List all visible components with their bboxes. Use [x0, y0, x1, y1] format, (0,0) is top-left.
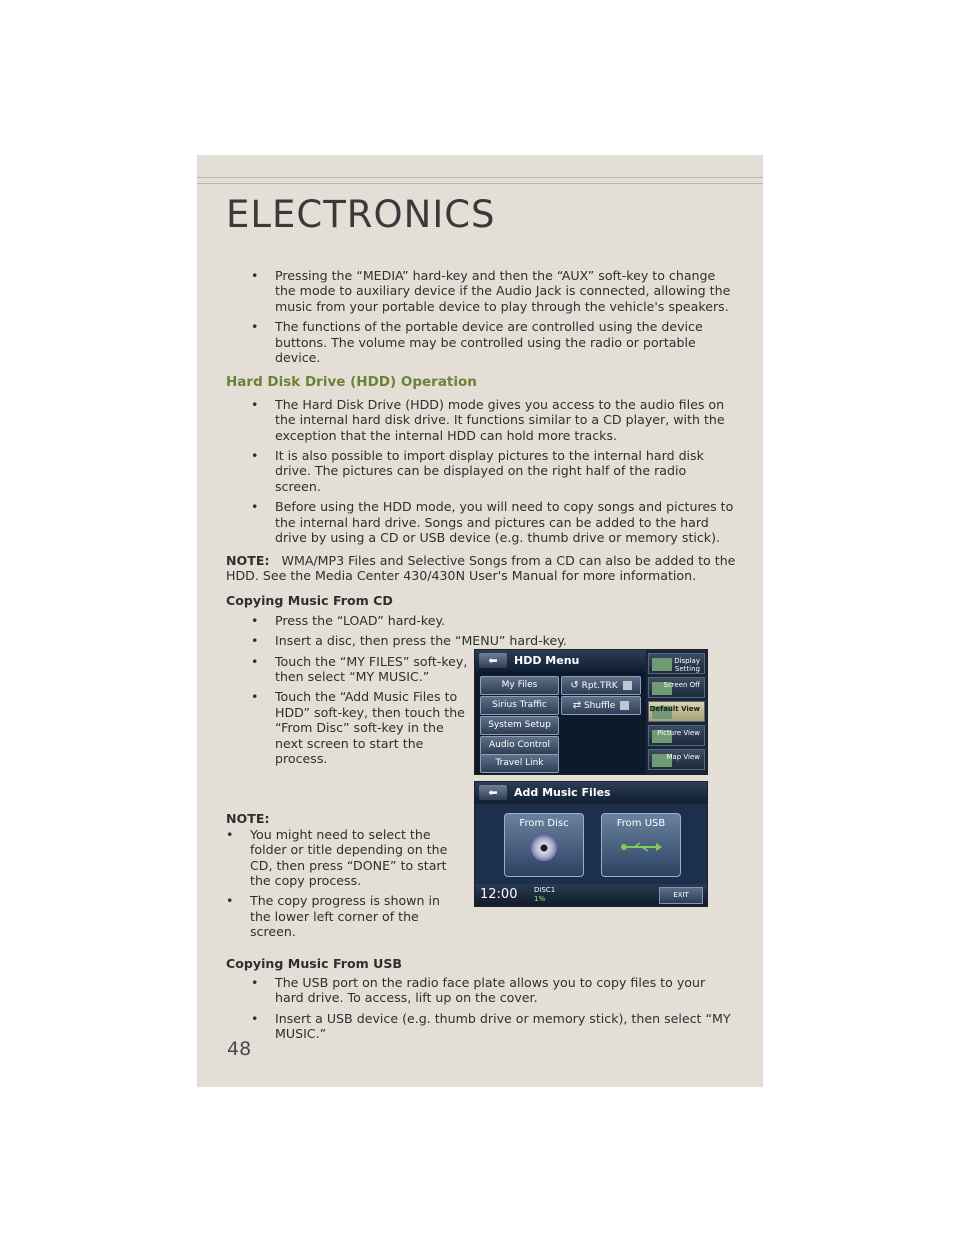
hdd-bullet: • It is also possible to import display pictures to the internal hard disk drive. The pictures can be displayed on the right half of the radio screen. — [251, 448, 736, 494]
travel-link-button[interactable] — [480, 754, 559, 773]
hdd-bullet: • Before using the HDD mode, you will need to copy songs and pictures to the internal hard drive. Songs and pictures can be added to the hard drive by using a CD or USB device (e.g. thumb drive or memory stick). — [251, 499, 736, 545]
rpt-trk-button[interactable] — [561, 676, 641, 695]
system-setup-button[interactable] — [480, 716, 559, 735]
display-setting-label: Display Setting — [674, 657, 700, 673]
section-title: ELECTRONICS — [226, 193, 496, 236]
map-view-button[interactable] — [648, 749, 705, 770]
system-setup-label: System Setup — [488, 720, 551, 730]
default-view-label: Default View — [649, 705, 700, 713]
copy-cd-heading: Copying Music From CD — [226, 593, 393, 609]
amf-body — [475, 804, 707, 884]
copy-usb-bullet: • Insert a USB device (e.g. thumb drive or memory stick), then select “MY MUSIC.” — [251, 1011, 736, 1042]
copy-cd-bullet: • Insert a disc, then press the “MENU” hard-key. — [251, 633, 736, 648]
cd-note-bullet: • You might need to select the folder or title depending on the CD, then press “DONE” to start the copy process. — [226, 827, 460, 889]
from-usb-button[interactable] — [601, 813, 681, 877]
intro-bullet: • The functions of the portable device are controlled using the device buttons. The volume may be controlled using the radio or portable device. — [251, 319, 736, 365]
disc-label: DISC1 — [534, 886, 556, 894]
copy-cd-bullet: • Touch the “Add Music Files to HDD” soft-key, then touch the “From Disc” soft-key in the next screen to start the process. — [251, 689, 475, 766]
copy-cd-bullet: • Touch the “MY FILES” soft-key, then select “MY MUSIC.” — [251, 654, 475, 685]
hdd-menu-screen — [474, 649, 708, 775]
my-files-button[interactable] — [480, 676, 559, 695]
map-view-label: Map View — [666, 753, 700, 761]
amf-screen-title: Add Music Files — [514, 786, 611, 799]
shuffle-button[interactable] — [561, 696, 641, 715]
add-music-screen — [474, 781, 708, 907]
travel-link-label: Travel Link — [495, 758, 544, 768]
note-label: NOTE: — [226, 552, 270, 568]
display-setting-button[interactable] — [648, 653, 705, 674]
amf-status-bar — [475, 884, 707, 906]
sirius-traffic-button[interactable] — [480, 696, 559, 715]
rpt-trk-label: Rpt.TRK — [581, 681, 618, 691]
cd-note-bullet: • The copy progress is shown in the lower left corner of the screen. — [226, 893, 460, 939]
intro-bullet: • Pressing the “MEDIA” hard-key and then the “AUX” soft-key to change the mode to auxiliary device if the Audio Jack is connected, allowing the music from your portable device to play through the vehicle's speakers. — [251, 268, 736, 314]
copy-usb-heading: Copying Music From USB — [226, 955, 403, 971]
copy-progress: 1% — [534, 895, 546, 903]
hdd-note — [226, 553, 736, 584]
hdd-heading: Hard Disk Drive (HDD) Operation — [226, 374, 477, 391]
hdd-bullet: • The Hard Disk Drive (HDD) mode gives you access to the audio files on the internal hard disk drive. It functions similar to a CD player, with the exception that the internal HDD can hold more tracks. — [251, 397, 736, 443]
amf-topbar — [475, 782, 707, 804]
shuffle-label: Shuffle — [583, 701, 616, 711]
copy-cd-bullet: • Press the “LOAD” hard-key. — [251, 613, 736, 628]
shuffle-checkbox[interactable] — [620, 701, 629, 710]
top-rule — [197, 177, 763, 178]
picture-view-label: Picture View — [657, 729, 700, 737]
page-number: 48 — [227, 1038, 252, 1060]
copy-usb-bullet: • The USB port on the radio face plate allows you to copy files to your hard drive. To access, lift up on the cover. — [251, 975, 736, 1006]
sirius-traffic-label: Sirius Traffic — [492, 700, 547, 710]
exit-button[interactable]: EXIT — [659, 887, 703, 904]
disc-icon — [531, 835, 557, 861]
hdd-side-panel — [646, 650, 707, 774]
manual-page — [197, 155, 763, 1087]
from-disc-button[interactable] — [504, 813, 584, 877]
clock-display: 12:00 — [480, 887, 518, 902]
screen-off-button[interactable] — [648, 677, 705, 698]
screen-off-label: Screen Off — [663, 681, 700, 689]
picture-view-button[interactable] — [648, 725, 705, 746]
shuffle-icon: ⇄ — [572, 700, 582, 711]
audio-control-button[interactable] — [480, 736, 559, 755]
top-rule-2 — [197, 183, 763, 184]
default-view-button[interactable] — [648, 701, 705, 722]
audio-control-label: Audio Control — [489, 740, 550, 750]
cd-note-label: NOTE: — [226, 811, 270, 827]
note-text: WMA/MP3 Files and Selective Songs from a CD can also be added to the HDD. See the Media Center 430/430N User's Manual for more information. — [226, 552, 736, 583]
rpt-checkbox[interactable] — [623, 681, 632, 690]
back-button[interactable]: ⬅ — [479, 785, 507, 800]
my-files-label: My Files — [501, 680, 538, 690]
hdd-screen-title: HDD Menu — [514, 654, 580, 667]
from-disc-label: From Disc — [519, 818, 569, 829]
usb-icon — [620, 842, 662, 852]
from-usb-label: From USB — [616, 818, 666, 829]
repeat-icon: ↺ — [570, 680, 579, 691]
back-button[interactable]: ⬅ — [479, 653, 507, 668]
